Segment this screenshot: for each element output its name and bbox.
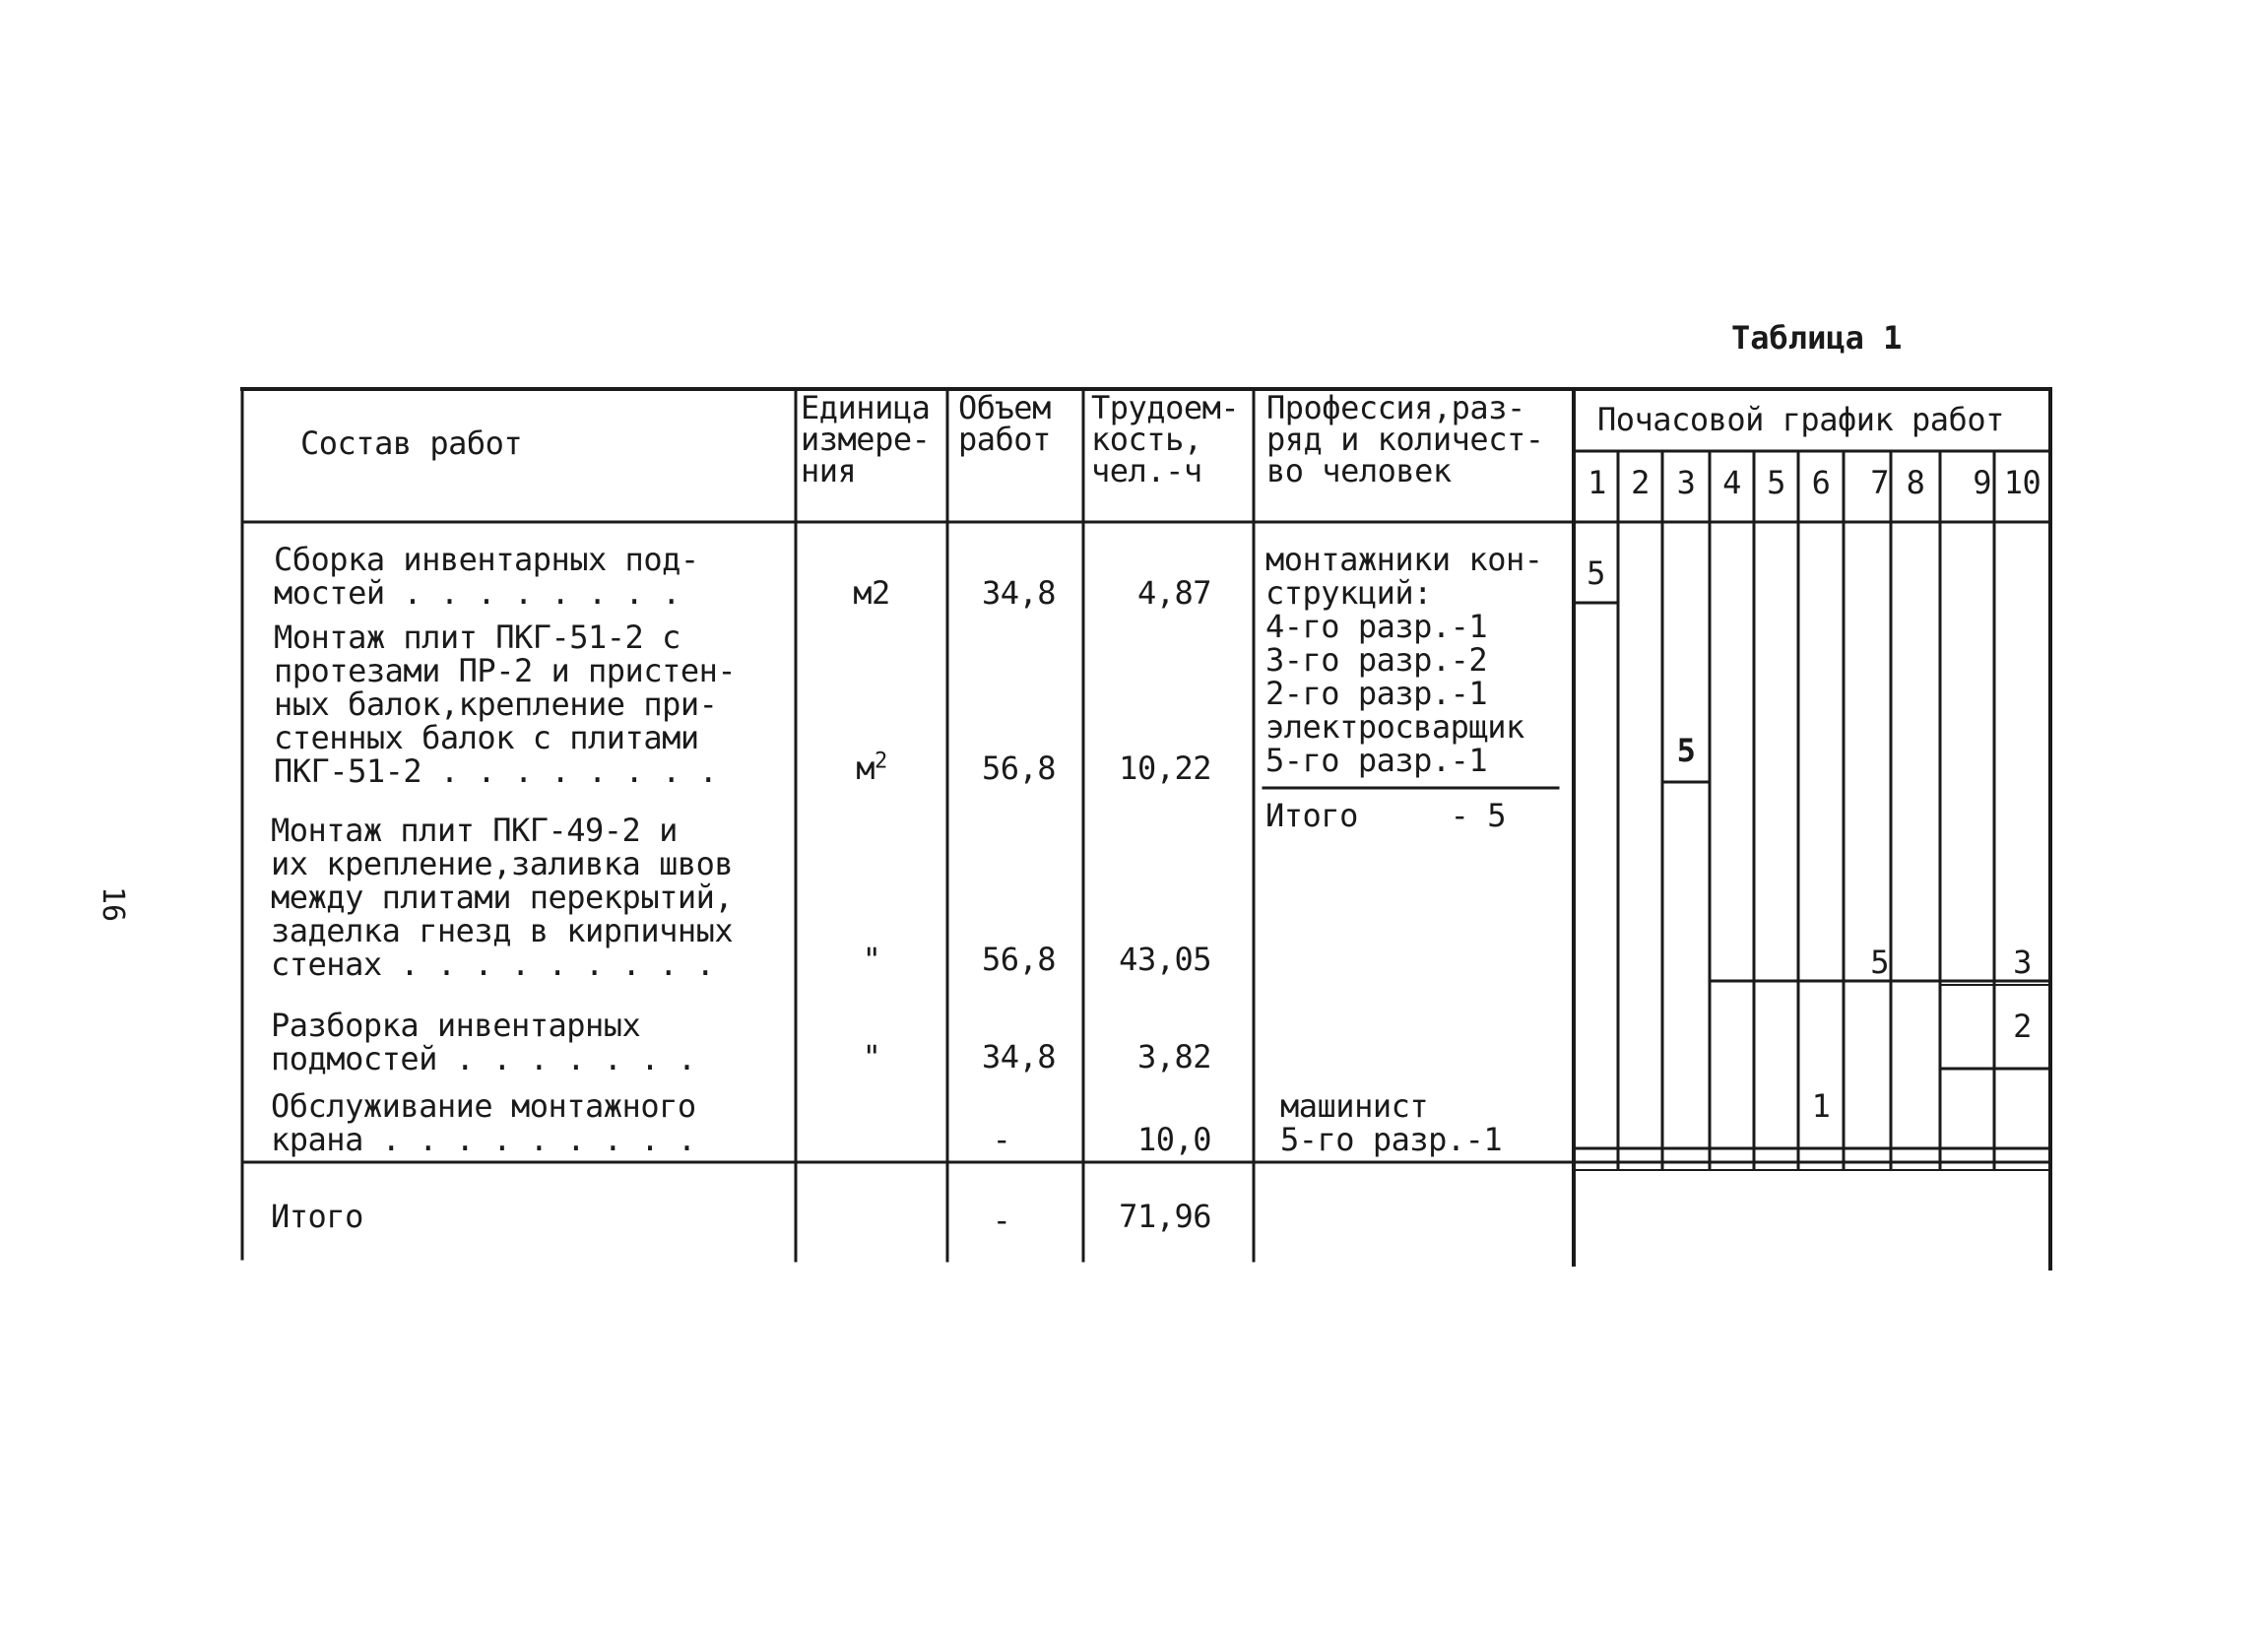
hour-label-2: 2 xyxy=(1631,464,1650,501)
hour-label-6: 6 xyxy=(1811,464,1831,501)
row4-volume: 34,8 xyxy=(981,1038,1056,1075)
row2-labor: 10,22 xyxy=(1119,749,1211,787)
row4-unit: " xyxy=(862,1038,881,1075)
sched-mark-row3-b: 3 xyxy=(2013,944,2032,981)
total-volume: - xyxy=(992,1202,1011,1239)
crew-main: монтажники кон- струкций: 4-го разр.-1 3-го разр.-2 2-го разр.-1 электросварщик 5-го разр.-1 xyxy=(1265,541,1543,779)
row3-volume: 56,8 xyxy=(981,941,1056,978)
row5-volume: - xyxy=(992,1121,1011,1158)
header-schedule: Почасовой график работ xyxy=(1597,401,2004,438)
total-labor: 71,96 xyxy=(1119,1198,1211,1235)
row2-volume: 56,8 xyxy=(981,749,1056,787)
header-work: Состав работ xyxy=(300,424,523,462)
row5-labor: 10,0 xyxy=(1136,1121,1211,1158)
row1-unit: м2 xyxy=(853,574,890,612)
crew-crane: машинист 5-го разр.-1 xyxy=(1280,1087,1503,1158)
page-number: 16 xyxy=(96,886,130,923)
hour-label-3: 3 xyxy=(1676,464,1696,501)
sched-mark-row4: 2 xyxy=(2013,1008,2032,1045)
row2-unit xyxy=(796,751,947,785)
row4-work: Разборка инвентарных подмостей . . . . . . . xyxy=(271,1007,696,1077)
row3-work: Монтаж плит ПКГ-49-2 и их крепление,заливка швов между плитами перекрытий, заделка гнезд в кирпичных стенах . . . . . . . . . xyxy=(271,812,734,983)
row1-labor: 4,87 xyxy=(1136,574,1211,612)
hour-label-10: 10 xyxy=(2003,464,2041,501)
row4-labor: 3,82 xyxy=(1136,1038,1211,1075)
sched-mark-row3-a: 5 xyxy=(1870,944,1889,981)
sched-mark-row5: 1 xyxy=(1811,1087,1831,1125)
sched-mark-row1: 5 xyxy=(1587,554,1605,592)
row1-work: Сборка инвентарных под- мостей . . . . . . . . xyxy=(274,541,699,612)
row2-unit-base: м xyxy=(856,749,875,787)
header-volume: Объем работ xyxy=(958,389,1051,458)
row5-work: Обслуживание монтажного крана . . . . . . . . . xyxy=(271,1087,696,1158)
row2-unit-sup: 2 xyxy=(875,749,887,774)
hour-label-1: 1 xyxy=(1588,464,1606,501)
header-unit: Единица измере- ния xyxy=(801,389,931,489)
row3-labor: 43,05 xyxy=(1119,941,1211,978)
hour-label-8: 8 xyxy=(1906,464,1925,501)
row2-work: Монтаж плит ПКГ-51-2 с протезами ПР-2 и пристен- ных балок,крепление при- стенных балок с плитами ПКГ-51-2 . . . . . . . . xyxy=(274,619,737,790)
hour-label-7: 7 xyxy=(1870,464,1889,501)
row1-volume: 34,8 xyxy=(981,574,1056,612)
total-label: Итого xyxy=(271,1198,363,1235)
hour-label-9: 9 xyxy=(1973,464,1991,501)
header-crew: Профессия,раз- ряд и количест- во человек xyxy=(1266,389,1544,489)
table-title: Таблица 1 xyxy=(1731,319,1903,357)
hour-label-4: 4 xyxy=(1722,464,1741,501)
sched-mark-row2: 5 xyxy=(1676,732,1696,769)
hour-label-5: 5 xyxy=(1767,464,1785,501)
header-labor: Трудоем- кость, чел.-ч xyxy=(1091,389,1240,489)
crew-main-total: Итого - 5 xyxy=(1265,797,1506,834)
row3-unit: " xyxy=(862,941,881,978)
